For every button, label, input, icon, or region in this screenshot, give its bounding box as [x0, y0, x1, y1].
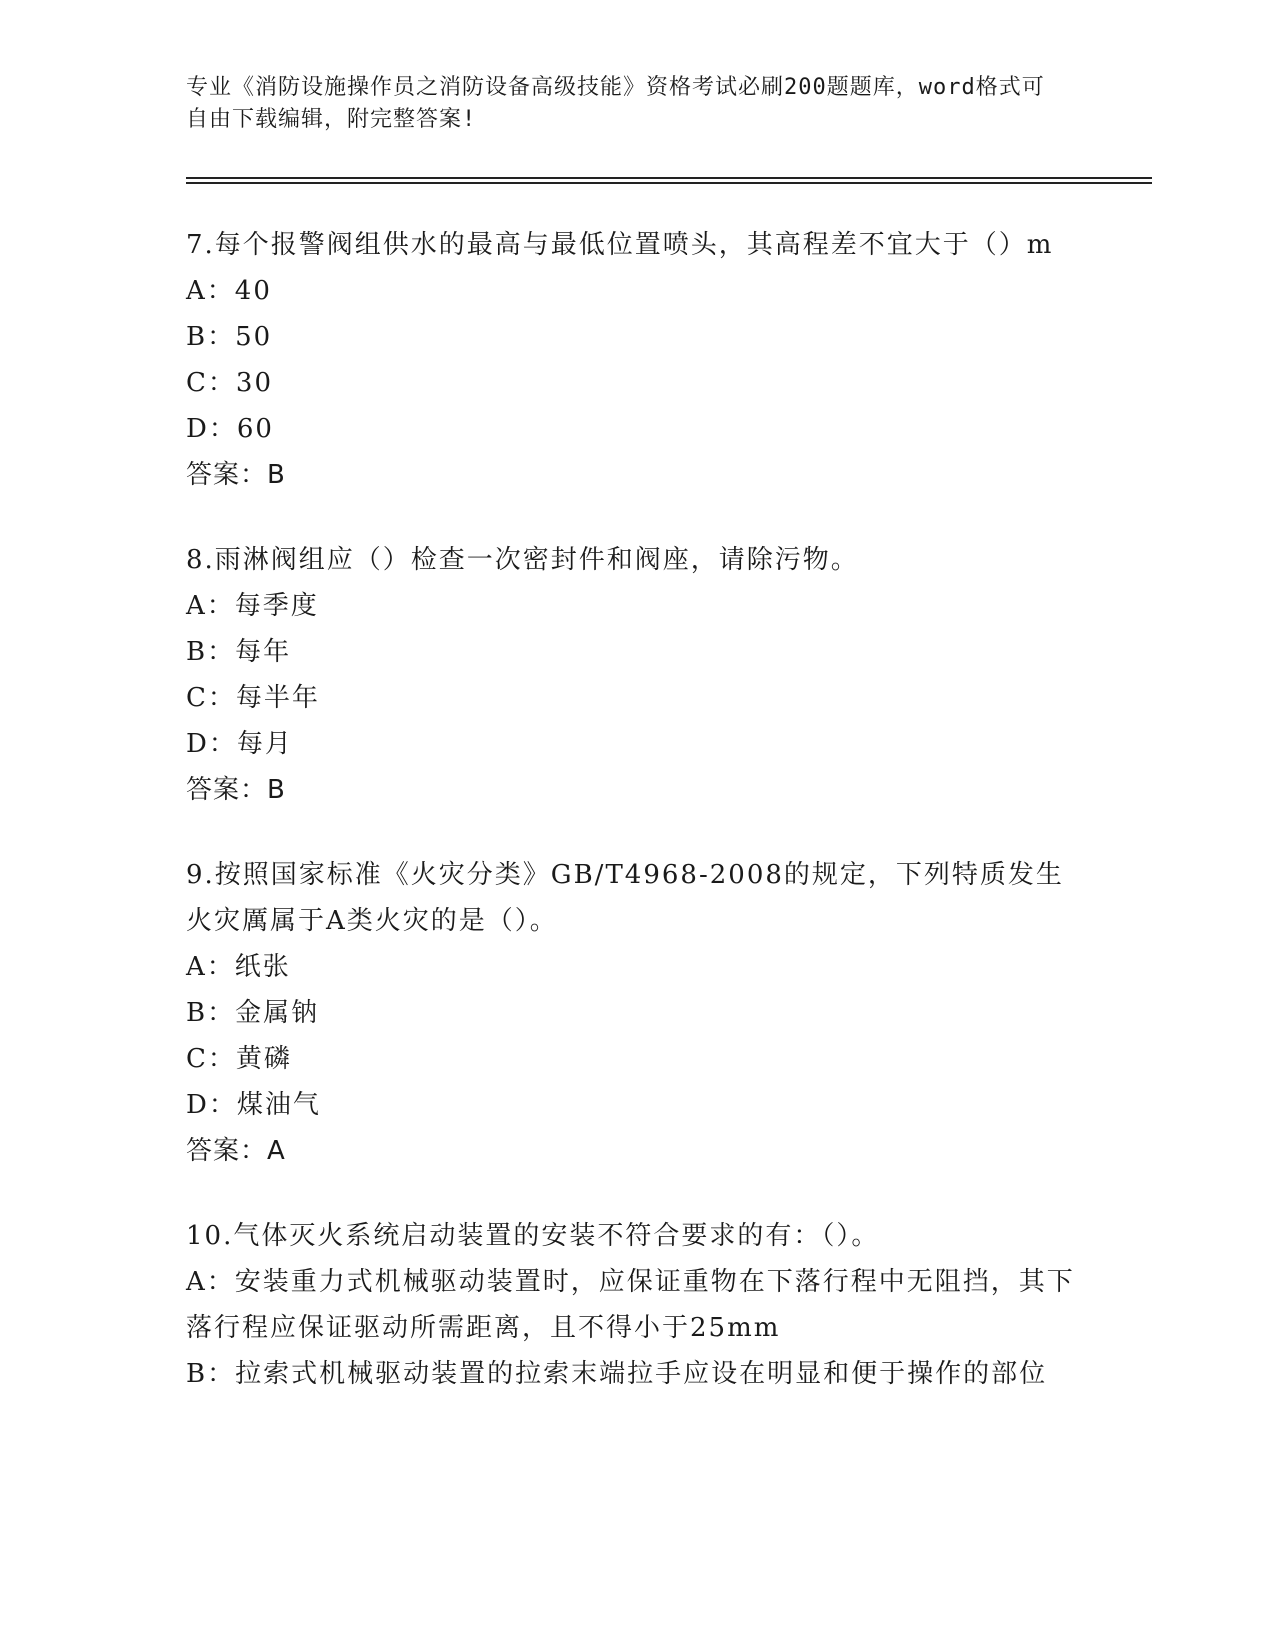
question-9 — [186, 852, 1086, 1174]
header-divider-bottom — [186, 182, 1152, 184]
option-letter: B： — [186, 1359, 236, 1389]
option-letter: B： — [186, 637, 236, 667]
question-8 — [186, 537, 1086, 813]
question-stem: 8.雨淋阀组应（）检查一次密封件和阀座，请除污物。 — [186, 545, 859, 575]
answer-line: 答案：A — [186, 1136, 286, 1166]
option-text: 黄磷 — [235, 1044, 292, 1074]
option-text: 每月 — [236, 729, 293, 759]
question-stem: 9.按照国家标准《火灾分类》GB/T4968-2008的规定，下列特质发生火灾厲属于A类火灾的是（）。 — [186, 860, 1064, 936]
option-text: 煤油气 — [236, 1090, 321, 1120]
option-text: 40 — [234, 276, 272, 306]
question-10 — [186, 1213, 1086, 1397]
option-b — [186, 990, 1086, 1036]
option-d — [186, 1082, 1086, 1128]
option-text: 每年 — [235, 637, 292, 667]
option-text: 拉索式机械驱动装置的拉索末端拉手应设在明显和便于操作的部位 — [235, 1359, 1048, 1389]
answer-line: 答案：B — [186, 775, 286, 805]
option-letter: B： — [186, 322, 236, 352]
option-a — [186, 268, 1086, 314]
option-a — [186, 1259, 1086, 1351]
option-letter: A： — [186, 591, 235, 621]
option-text: 60 — [236, 414, 274, 444]
option-c — [186, 1036, 1086, 1082]
option-c — [186, 360, 1086, 406]
document-header-intro: 专业《消防设施操作员之消防设备高级技能》资格考试必刷200题题库，word格式可自由下载编辑，附完整答案! — [186, 75, 1045, 132]
option-text: 纸张 — [234, 952, 291, 982]
option-letter: A： — [186, 952, 235, 982]
option-letter: C： — [186, 683, 236, 713]
question-7 — [186, 222, 1086, 498]
answer-line: 答案：B — [186, 460, 286, 490]
option-d — [186, 721, 1086, 767]
option-b — [186, 314, 1086, 360]
option-letter: B： — [186, 998, 236, 1028]
option-c — [186, 675, 1086, 721]
option-b — [186, 629, 1086, 675]
option-text: 每半年 — [235, 683, 320, 713]
option-letter: D： — [186, 1090, 237, 1120]
option-letter: D： — [186, 729, 237, 759]
option-text: 安装重力式机械驱动装置时，应保证重物在下落行程中无阻挡，其下落行程应保证驱动所需距离，且不得小于25mm — [186, 1267, 1075, 1343]
option-text: 30 — [235, 368, 273, 398]
option-a — [186, 583, 1086, 629]
option-text: 50 — [235, 322, 273, 352]
option-b — [186, 1351, 1086, 1397]
option-d — [186, 406, 1086, 452]
option-letter: C： — [186, 1044, 236, 1074]
header-divider-top — [186, 177, 1152, 179]
option-letter: A： — [186, 276, 235, 306]
option-text: 每季度 — [234, 591, 319, 621]
option-text: 金属钠 — [235, 998, 320, 1028]
option-letter: A： — [186, 1267, 235, 1297]
option-letter: D： — [186, 414, 237, 444]
question-stem: 10.气体灭火系统启动装置的安装不符合要求的有：（）。 — [186, 1221, 880, 1251]
question-stem: 7.每个报警阀组供水的最高与最低位置喷头，其高程差不宜大于（）m — [186, 230, 1054, 260]
option-a — [186, 944, 1086, 990]
option-letter: C： — [186, 368, 236, 398]
